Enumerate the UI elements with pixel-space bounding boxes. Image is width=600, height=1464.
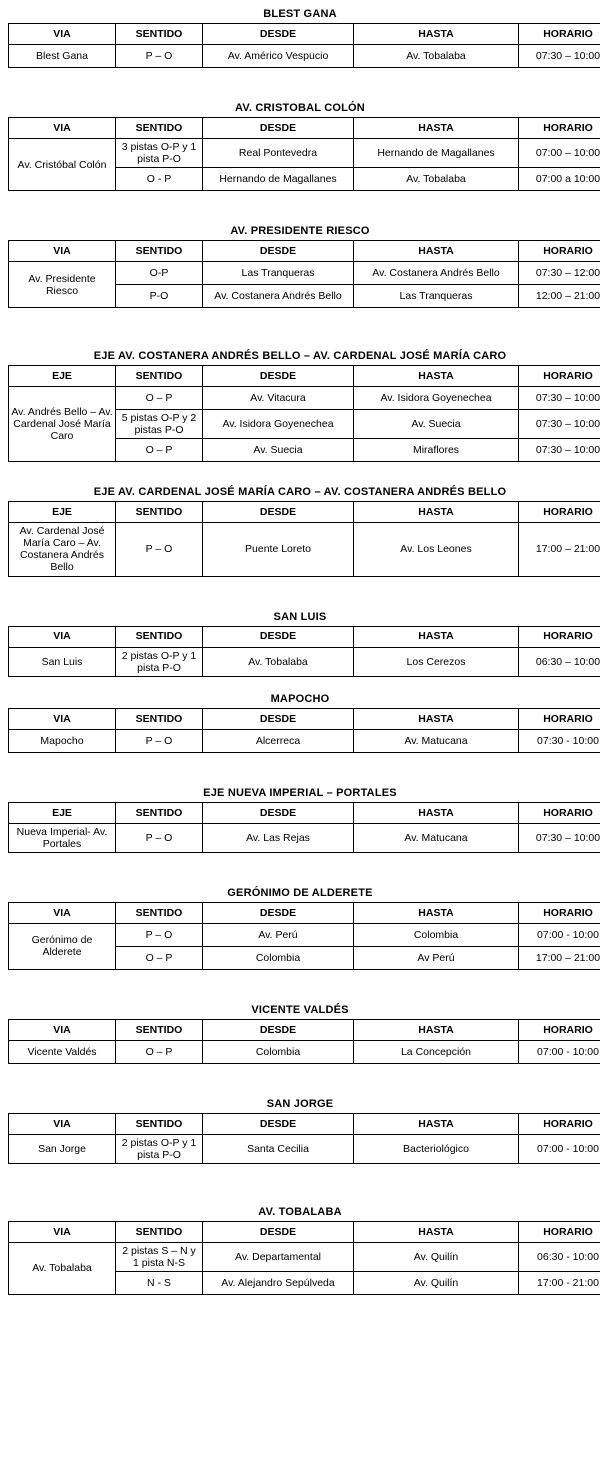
cell-horario: 07:30 – 10:00 xyxy=(519,387,600,410)
column-header-eje: EJE xyxy=(9,366,116,387)
column-header-hasta: HASTA xyxy=(354,802,519,823)
cell-hasta: Av. Tobalaba xyxy=(354,168,519,191)
cell-sentido: 2 pistas S – N y 1 pista N-S xyxy=(116,1242,203,1271)
cell-desde: Av. Vitacura xyxy=(203,387,354,410)
column-header-desde: DESDE xyxy=(203,1221,354,1242)
cell-hasta: Av Perú xyxy=(354,946,519,969)
section-title: SAN JORGE xyxy=(266,1097,334,1110)
cell-hasta: Av. Quilín xyxy=(354,1272,519,1295)
column-header-sentido: SENTIDO xyxy=(116,708,203,729)
column-header-via: VIA xyxy=(9,708,116,729)
cell-hasta: Av. Tobalaba xyxy=(354,45,519,68)
cell-eje: Nueva Imperial- Av. Portales xyxy=(9,823,116,852)
cell-desde: Av. Américo Vespucio xyxy=(203,45,354,68)
table-header-row xyxy=(9,902,600,923)
cell-eje: Av. Andrés Bello – Av. Cardenal José María Caro xyxy=(9,387,116,462)
column-header-horario: HORARIO xyxy=(519,24,600,45)
column-header-via: VIA xyxy=(9,902,116,923)
section-san-luis xyxy=(8,610,600,677)
section-title: VICENTE VALDÉS xyxy=(251,1003,349,1016)
cell-sentido: P-O xyxy=(116,285,203,308)
cell-via: Mapocho xyxy=(9,729,116,752)
cell-hasta: Las Tranqueras xyxy=(354,285,519,308)
section-title: AV. PRESIDENTE RIESCO xyxy=(230,225,370,238)
section-title: AV. CRISTOBAL COLÓN xyxy=(235,102,365,114)
section-av-tobalaba xyxy=(8,1205,599,1295)
table-row xyxy=(9,387,600,410)
table-header-row xyxy=(9,366,600,387)
cell-horario: 07:30 – 10:00 xyxy=(519,45,600,68)
column-header-horario: HORARIO xyxy=(519,708,600,729)
cell-hasta: Av. Quilín xyxy=(354,1242,519,1271)
section-geronimo-de-alderete xyxy=(8,886,600,970)
cell-horario: 07:00 - 10:00 xyxy=(519,1134,600,1163)
cell-horario: 07:00 a 10:00 xyxy=(519,168,600,191)
cell-horario: 06:30 – 10:00 xyxy=(519,647,600,676)
table-header-row xyxy=(9,1113,600,1134)
column-header-via: VIA xyxy=(9,118,116,139)
section-vicente-valdes xyxy=(8,1003,599,1064)
cell-sentido: O – P xyxy=(116,387,203,410)
schedule-table xyxy=(8,626,600,677)
table-row xyxy=(9,1242,600,1271)
cell-desde: Hernando de Magallanes xyxy=(203,168,354,191)
cell-desde: Av. Isidora Goyenechea xyxy=(203,410,354,439)
section-title: AV. TOBALABA xyxy=(258,1205,342,1218)
cell-desde: Colombia xyxy=(203,1040,354,1063)
cell-hasta: Colombia xyxy=(354,923,519,946)
schedule-table xyxy=(8,1221,600,1295)
column-header-horario: HORARIO xyxy=(519,366,600,387)
cell-horario: 07:30 – 10:00 xyxy=(519,823,600,852)
cell-horario: 07:00 - 10:00 xyxy=(519,923,600,946)
cell-desde: Av. Suecia xyxy=(203,439,354,462)
cell-hasta: Av. Matucana xyxy=(354,729,519,752)
cell-via: Av. Cristóbal Colón xyxy=(9,139,116,191)
cell-hasta: Av. Los Leones xyxy=(354,523,519,576)
column-header-horario: HORARIO xyxy=(519,626,600,647)
table-row xyxy=(9,823,600,852)
spacer xyxy=(8,468,592,484)
cell-hasta: Av. Isidora Goyenechea xyxy=(354,387,519,410)
column-header-desde: DESDE xyxy=(203,366,354,387)
cell-sentido: P – O xyxy=(116,523,203,576)
cell-desde: Av. Costanera Andrés Bello xyxy=(203,285,354,308)
column-header-horario: HORARIO xyxy=(519,241,600,262)
cell-eje: Av. Cardenal José María Caro – Av. Costanera Andrés Bello xyxy=(9,523,116,576)
section-nueva-imperial-portales xyxy=(8,786,600,853)
column-header-via: VIA xyxy=(9,24,116,45)
cell-hasta: Hernando de Magallanes xyxy=(354,139,519,168)
section-title: SAN LUIS xyxy=(273,610,327,623)
column-header-sentido: SENTIDO xyxy=(116,1221,203,1242)
section-title: EJE AV. COSTANERA ANDRÉS BELLO – AV. CARDENAL JOSÉ MARÍA CARO xyxy=(93,350,507,363)
table-row xyxy=(9,45,600,68)
section-title: GERÓNIMO DE ALDERETE xyxy=(227,886,373,899)
cell-horario: 07:30 - 10:00 xyxy=(519,729,600,752)
cell-sentido: O - P xyxy=(116,168,203,191)
section-eje-costanera-caro xyxy=(8,350,600,462)
schedule-table xyxy=(8,501,600,576)
cell-sentido: N - S xyxy=(116,1272,203,1295)
section-eje-caro-costanera xyxy=(8,486,600,576)
cell-sentido: P – O xyxy=(116,923,203,946)
cell-horario: 07:30 – 12:00 xyxy=(519,262,600,285)
schedule-table xyxy=(8,708,600,753)
table-header-row xyxy=(9,1221,600,1242)
column-header-eje: EJE xyxy=(9,802,116,823)
table-header-row xyxy=(9,802,600,823)
schedule-table xyxy=(8,365,600,462)
column-header-sentido: SENTIDO xyxy=(116,1113,203,1134)
table-row xyxy=(9,923,600,946)
cell-horario: 07:00 - 10:00 xyxy=(519,1040,600,1063)
column-header-desde: DESDE xyxy=(203,118,354,139)
cell-hasta: Av. Matucana xyxy=(354,823,519,852)
table-row xyxy=(9,262,600,285)
column-header-hasta: HASTA xyxy=(354,1113,519,1134)
cell-hasta: Av. Costanera Andrés Bello xyxy=(354,262,519,285)
schedule-table xyxy=(8,23,600,68)
schedule-table xyxy=(8,117,600,191)
cell-desde: Av. Las Rejas xyxy=(203,823,354,852)
column-header-horario: HORARIO xyxy=(519,902,600,923)
column-header-desde: DESDE xyxy=(203,502,354,523)
column-header-via: VIA xyxy=(9,626,116,647)
table-header-row xyxy=(9,708,600,729)
cell-sentido: 3 pistas O-P y 1 pista P-O xyxy=(116,139,203,168)
cell-desde: Puente Loreto xyxy=(203,523,354,576)
column-header-hasta: HASTA xyxy=(354,118,519,139)
cell-desde: Real Pontevedra xyxy=(203,139,354,168)
cell-via: Av. Presidente Riesco xyxy=(9,262,116,308)
spacer xyxy=(8,859,592,885)
cell-desde: Colombia xyxy=(203,946,354,969)
cell-sentido: 5 pistas O-P y 2 pistas P-O xyxy=(116,410,203,439)
column-header-desde: DESDE xyxy=(203,1113,354,1134)
section-blest-gana xyxy=(8,8,600,68)
column-header-hasta: HASTA xyxy=(354,502,519,523)
column-header-sentido: SENTIDO xyxy=(116,626,203,647)
column-header-sentido: SENTIDO xyxy=(116,366,203,387)
table-header-row xyxy=(9,118,600,139)
table-header-row xyxy=(9,1019,600,1040)
column-header-horario: HORARIO xyxy=(519,1221,600,1242)
column-header-desde: DESDE xyxy=(203,1019,354,1040)
cell-hasta: Los Cerezos xyxy=(354,647,519,676)
section-presidente-riesco xyxy=(8,225,600,308)
section-title: MAPOCHO xyxy=(270,692,330,705)
column-header-via: VIA xyxy=(9,1221,116,1242)
column-header-sentido: SENTIDO xyxy=(116,802,203,823)
cell-hasta: La Concepción xyxy=(354,1040,519,1063)
cell-hasta: Bacteriológico xyxy=(354,1134,519,1163)
cell-hasta: Av. Suecia xyxy=(354,410,519,439)
cell-via: San Jorge xyxy=(9,1134,116,1163)
cell-desde: Av. Departamental xyxy=(203,1242,354,1271)
section-cristobal-colon xyxy=(8,102,600,191)
cell-sentido: O-P xyxy=(116,262,203,285)
section-title: EJE NUEVA IMPERIAL – PORTALES xyxy=(203,786,397,799)
column-header-sentido: SENTIDO xyxy=(116,241,203,262)
spacer xyxy=(8,976,592,1002)
schedule-table xyxy=(8,902,600,970)
section-title: BLEST GANA xyxy=(263,8,337,20)
cell-sentido: O – P xyxy=(116,946,203,969)
cell-horario: 17:00 - 21:00 xyxy=(519,1272,600,1295)
spacer xyxy=(8,197,592,223)
column-header-desde: DESDE xyxy=(203,708,354,729)
cell-sentido: P – O xyxy=(116,823,203,852)
column-header-desde: DESDE xyxy=(203,241,354,262)
cell-desde: Alcerreca xyxy=(203,729,354,752)
spacer xyxy=(8,74,592,100)
cell-horario: 07:30 – 10:00 xyxy=(519,410,600,439)
cell-via: San Luis xyxy=(9,647,116,676)
column-header-desde: DESDE xyxy=(203,626,354,647)
column-header-desde: DESDE xyxy=(203,902,354,923)
table-header-row xyxy=(9,24,600,45)
column-header-hasta: HASTA xyxy=(354,1019,519,1040)
table-row xyxy=(9,1134,600,1163)
table-row xyxy=(9,729,600,752)
cell-via: Av. Tobalaba xyxy=(9,1242,116,1294)
cell-horario: 12:00 – 21:00 xyxy=(519,285,600,308)
table-row xyxy=(9,523,600,576)
column-header-horario: HORARIO xyxy=(519,118,600,139)
cell-via: Blest Gana xyxy=(9,45,116,68)
schedule-table xyxy=(8,802,600,853)
column-header-hasta: HASTA xyxy=(354,366,519,387)
cell-sentido: P – O xyxy=(116,45,203,68)
table-header-row xyxy=(9,626,600,647)
cell-sentido: P – O xyxy=(116,729,203,752)
section-san-jorge xyxy=(8,1097,599,1164)
cell-hasta: Miraflores xyxy=(354,439,519,462)
table-row xyxy=(9,1040,600,1063)
column-header-sentido: SENTIDO xyxy=(116,24,203,45)
cell-desde: Av. Tobalaba xyxy=(203,647,354,676)
cell-sentido: 2 pistas O-P y 1 pista P-O xyxy=(116,647,203,676)
column-header-sentido: SENTIDO xyxy=(116,502,203,523)
spacer xyxy=(8,314,592,348)
column-header-hasta: HASTA xyxy=(354,902,519,923)
spacer xyxy=(8,683,592,691)
schedule-table xyxy=(8,240,600,308)
cell-desde: Santa Cecilia xyxy=(203,1134,354,1163)
cell-horario: 06:30 - 10:00 xyxy=(519,1242,600,1271)
cell-via: Gerónimo de Alderete xyxy=(9,923,116,969)
column-header-eje: EJE xyxy=(9,502,116,523)
cell-horario: 17:00 – 21:00 xyxy=(519,523,600,576)
column-header-hasta: HASTA xyxy=(354,626,519,647)
cell-sentido: O – P xyxy=(116,439,203,462)
column-header-horario: HORARIO xyxy=(519,802,600,823)
column-header-horario: HORARIO xyxy=(519,502,600,523)
table-row xyxy=(9,647,600,676)
column-header-horario: HORARIO xyxy=(519,1113,600,1134)
column-header-hasta: HASTA xyxy=(354,24,519,45)
schedule-table xyxy=(8,1113,600,1164)
column-header-sentido: SENTIDO xyxy=(116,118,203,139)
cell-horario: 07:30 – 10:00 xyxy=(519,439,600,462)
column-header-via: VIA xyxy=(9,1113,116,1134)
spacer xyxy=(8,1070,592,1096)
cell-horario: 17:00 – 21:00 xyxy=(519,946,600,969)
column-header-via: VIA xyxy=(9,1019,116,1040)
cell-desde: Av. Perú xyxy=(203,923,354,946)
spacer xyxy=(8,583,592,609)
cell-desde: Av. Alejandro Sepúlveda xyxy=(203,1272,354,1295)
cell-via: Vicente Valdés xyxy=(9,1040,116,1063)
column-header-sentido: SENTIDO xyxy=(116,1019,203,1040)
column-header-hasta: HASTA xyxy=(354,708,519,729)
cell-desde: Las Tranqueras xyxy=(203,262,354,285)
column-header-desde: DESDE xyxy=(203,802,354,823)
column-header-horario: HORARIO xyxy=(519,1019,600,1040)
column-header-hasta: HASTA xyxy=(354,1221,519,1242)
table-header-row xyxy=(9,241,600,262)
spacer xyxy=(8,759,592,785)
column-header-via: VIA xyxy=(9,241,116,262)
section-title: EJE AV. CARDENAL JOSÉ MARÍA CARO – AV. COSTANERA ANDRÉS BELLO xyxy=(93,486,507,499)
cell-sentido: 2 pistas O-P y 1 pista P-O xyxy=(116,1134,203,1163)
table-header-row xyxy=(9,502,600,523)
table-row xyxy=(9,139,600,168)
schedule-table xyxy=(8,1019,600,1064)
column-header-sentido: SENTIDO xyxy=(116,902,203,923)
section-mapocho xyxy=(8,692,599,753)
spacer xyxy=(8,1170,592,1204)
cell-sentido: O – P xyxy=(116,1040,203,1063)
column-header-desde: DESDE xyxy=(203,24,354,45)
cell-horario: 07:00 – 10:00 xyxy=(519,139,600,168)
column-header-hasta: HASTA xyxy=(354,241,519,262)
